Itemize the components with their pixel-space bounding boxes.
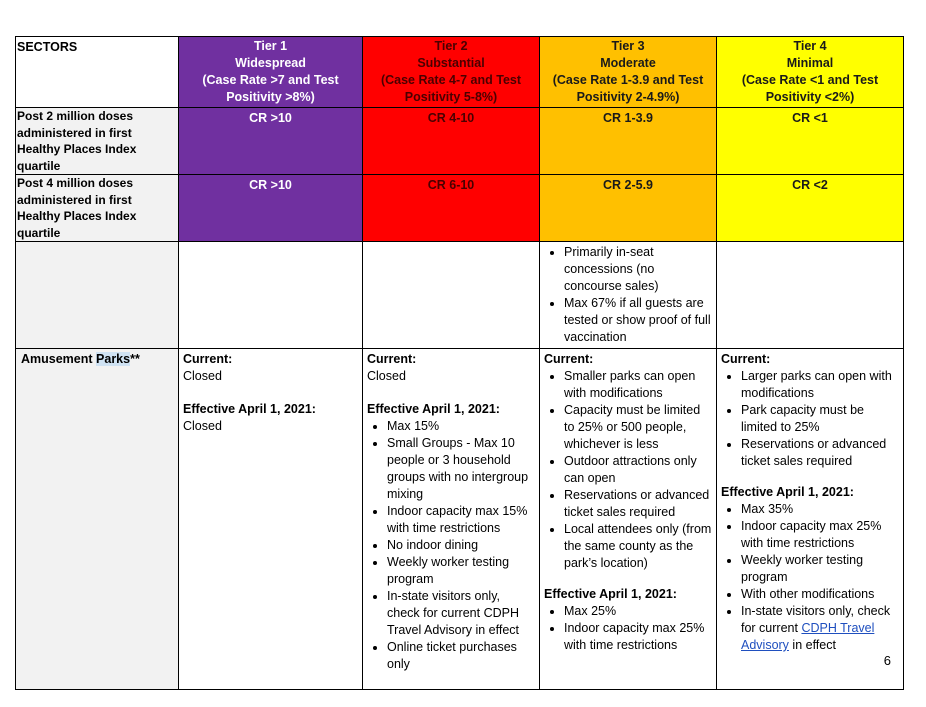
advisory-prefix: In-state visitors only, check for current xyxy=(741,604,891,635)
post-2m-label: Post 2 million doses administered in first Healthy Places Index quartile xyxy=(16,108,179,175)
list-item xyxy=(741,603,899,654)
post-4m-label: Post 4 million doses administered in first Healthy Places Index quartile xyxy=(16,175,179,242)
list-item: • In-state visitors only, check for current CDPH Travel Advisory in effect xyxy=(387,588,535,639)
tier-1-header xyxy=(179,37,363,108)
current-label: Current: xyxy=(721,352,771,366)
list-item: • Weekly worker testing program xyxy=(387,554,535,588)
list-item: • Small Groups - Max 10 people or 3 household groups with no intergroup mixing xyxy=(387,435,535,503)
list-item: • Larger parks can open with modifications xyxy=(741,368,899,402)
effective-list xyxy=(721,501,899,654)
effective-label: Effective April 1, 2021: xyxy=(367,402,500,416)
continuation-sector xyxy=(16,242,179,349)
list-item: • Capacity must be limited to 25% or 500 people, whichever is less xyxy=(564,402,712,453)
effective-list xyxy=(367,418,535,673)
amusement-parks-label xyxy=(16,349,179,690)
list-item: • Park capacity must be limited to 25% xyxy=(741,402,899,436)
current-label: Current: xyxy=(367,352,417,366)
continuation-tier-3-list xyxy=(544,244,712,346)
post-2m-tier-2: CR 4-10 xyxy=(363,108,540,175)
tier-4-name: Tier 4 xyxy=(793,39,827,53)
tier-1-name: Tier 1 xyxy=(253,39,288,53)
search-highlight: Parks xyxy=(96,352,131,366)
tier-1-criteria: (Case Rate >7 and Test Positivity >8%) xyxy=(202,73,339,104)
list-item: • Primarily in-seat concessions (no concourse sales) xyxy=(564,244,712,295)
list-item: • Indoor capacity max 25% with time restrictions xyxy=(564,620,712,654)
list-item: • Reservations or advanced ticket sales required xyxy=(564,487,712,521)
post-4m-tier-1: CR >10 xyxy=(179,175,363,242)
effective-label: Effective April 1, 2021: xyxy=(721,485,854,499)
list-item: • Max 67% if all guests are tested or show proof of full vaccination xyxy=(564,295,712,346)
amusement-parks-row xyxy=(16,349,904,690)
list-item: • Reservations or advanced ticket sales required xyxy=(741,436,899,470)
tier-4-header xyxy=(717,37,904,108)
list-item: • Outdoor attractions only can open xyxy=(564,453,712,487)
list-item: • Weekly worker testing program xyxy=(741,552,899,586)
cdph-travel-advisory-link[interactable]: CDPH Travel Advisory xyxy=(741,621,875,652)
tier-2-criteria: (Case Rate 4-7 and Test Positivity 5-8%) xyxy=(380,73,522,104)
post-4m-tier-2: CR 6-10 xyxy=(363,175,540,242)
list-item: • With other modifications xyxy=(741,586,899,603)
current-label: Current: xyxy=(183,352,233,366)
sector-word: Amusement xyxy=(21,352,93,366)
list-item: • No indoor dining xyxy=(387,537,535,554)
current-label: Current: xyxy=(544,352,594,366)
current-status: Closed xyxy=(183,369,222,383)
effective-label: Effective April 1, 2021: xyxy=(544,587,677,601)
footnote-marker: ** xyxy=(130,352,140,366)
advisory-suffix: in effect xyxy=(788,638,836,652)
post-2m-tier-1: CR >10 xyxy=(179,108,363,175)
page-number: 6 xyxy=(883,653,891,668)
tier-4-level: Minimal xyxy=(786,56,834,70)
current-status: Closed xyxy=(367,369,406,383)
tier-4-criteria: (Case Rate <1 and Test Positivity <2%) xyxy=(741,73,879,104)
header-row xyxy=(16,37,904,108)
amusement-tier-2 xyxy=(363,349,540,690)
tier-3-criteria: (Case Rate 1-3.9 and Test Positivity 2-4.9%) xyxy=(552,73,704,104)
list-item: • Online ticket purchases only xyxy=(387,639,535,673)
post-4m-row xyxy=(16,175,904,242)
amusement-tier-1 xyxy=(179,349,363,690)
continuation-tier-2 xyxy=(363,242,540,349)
tier-2-name: Tier 2 xyxy=(434,39,468,53)
continuation-tier-1 xyxy=(179,242,363,349)
effective-label: Effective April 1, 2021: xyxy=(183,402,316,416)
current-list xyxy=(544,368,712,572)
amusement-tier-3 xyxy=(540,349,717,690)
list-item: • Local attendees only (from the same county as the park’s location) xyxy=(564,521,712,572)
list-item: • Smaller parks can open with modifications xyxy=(564,368,712,402)
post-2m-tier-3: CR 1-3.9 xyxy=(540,108,717,175)
list-item: • Max 25% xyxy=(564,603,712,620)
tier-3-header xyxy=(540,37,717,108)
current-list xyxy=(721,368,899,470)
tier-1-level: Widespread xyxy=(235,56,306,70)
amusement-tier-4 xyxy=(717,349,904,690)
continuation-tier-4 xyxy=(717,242,904,349)
post-2m-row xyxy=(16,108,904,175)
list-item: • Indoor capacity max 25% with time restrictions xyxy=(741,518,899,552)
post-4m-tier-3: CR 2-5.9 xyxy=(540,175,717,242)
list-item: • Max 35% xyxy=(741,501,899,518)
post-4m-tier-4: CR <2 xyxy=(717,175,904,242)
tier-3-name: Tier 3 xyxy=(611,39,645,53)
tier-2-header xyxy=(363,37,540,108)
effective-status: Closed xyxy=(183,419,222,433)
tier-3-level: Moderate xyxy=(600,56,656,70)
sectors-header: SECTORS xyxy=(16,37,179,108)
continuation-row xyxy=(16,242,904,349)
list-item: • Max 15% xyxy=(387,418,535,435)
effective-list xyxy=(544,603,712,654)
reopening-tier-table xyxy=(15,36,904,690)
list-item: • Indoor capacity max 15% with time restrictions xyxy=(387,503,535,537)
post-2m-tier-4: CR <1 xyxy=(717,108,904,175)
tier-2-level: Substantial xyxy=(417,56,485,70)
continuation-tier-3 xyxy=(540,242,717,349)
